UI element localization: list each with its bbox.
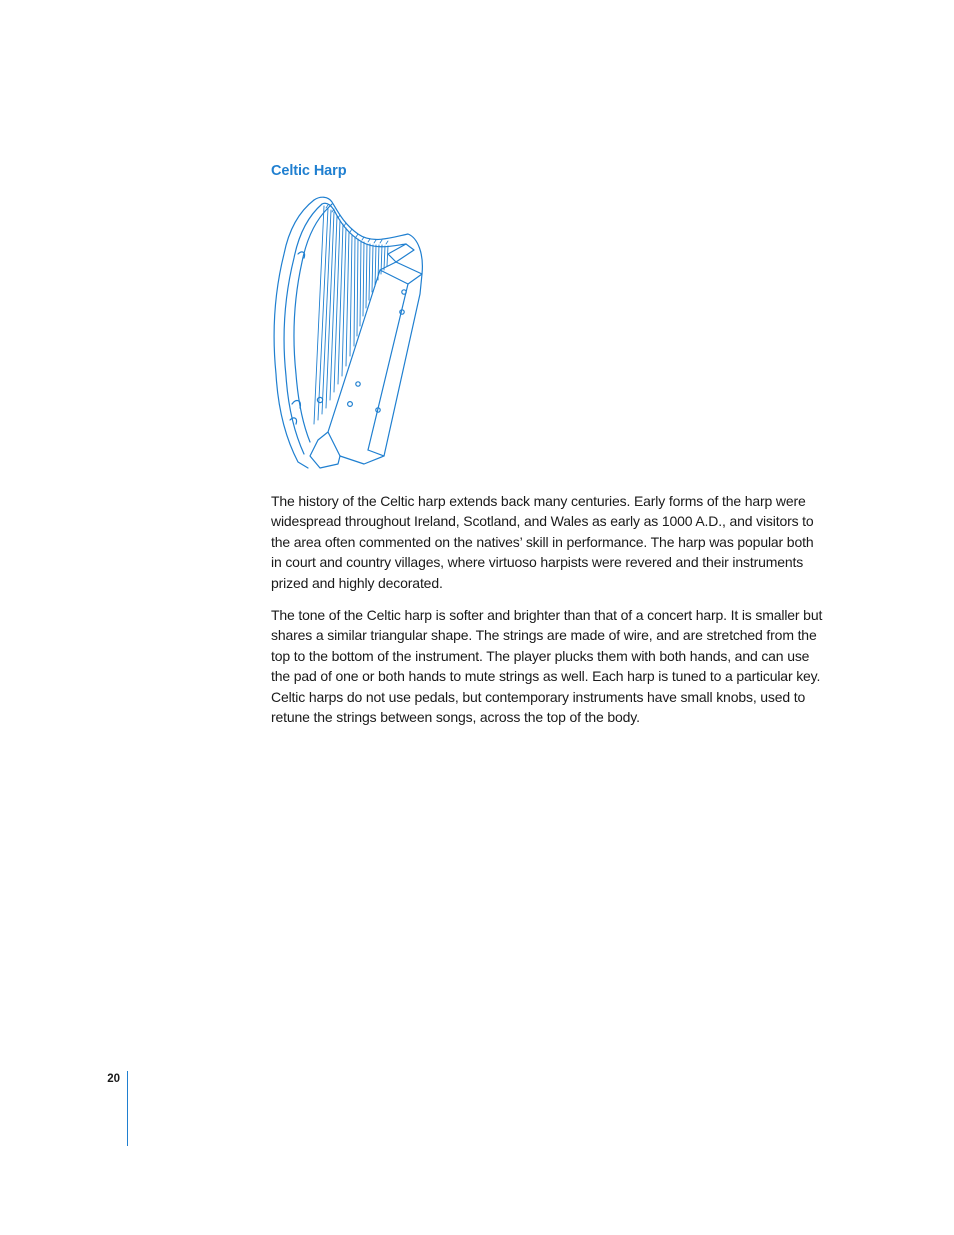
page-number: 20 xyxy=(107,1073,120,1085)
section-title: Celtic Harp xyxy=(271,163,347,179)
page-margin-rule xyxy=(127,1071,128,1146)
harp-illustration xyxy=(268,194,428,474)
body-paragraph: The tone of the Celtic harp is softer and brighter than that of a concert harp. It is smaller but shares a similar triangular shape. The strings are made of wire, and are stretched from the top to the bottom of the instrument. The player plucks them with both hands, and can use the pad of one or both hands to mute strings as well. Each harp is tuned to a particular key. Celtic harps do not use pedals, but contemporary instruments have small knobs, used to retune the strings between songs, across the top of the body. xyxy=(271,607,823,726)
body-paragraph: The history of the Celtic harp extends back many centuries. Early forms of the harp were widespread throughout Ireland, Scotland, and Wales as early as 1000 A.D., and visitors to the area often commented on the natives’ skill in performance. The harp was popular both in court and country villages, where virtuoso harpists were revered and their instruments prized and highly decorated. xyxy=(271,493,814,591)
